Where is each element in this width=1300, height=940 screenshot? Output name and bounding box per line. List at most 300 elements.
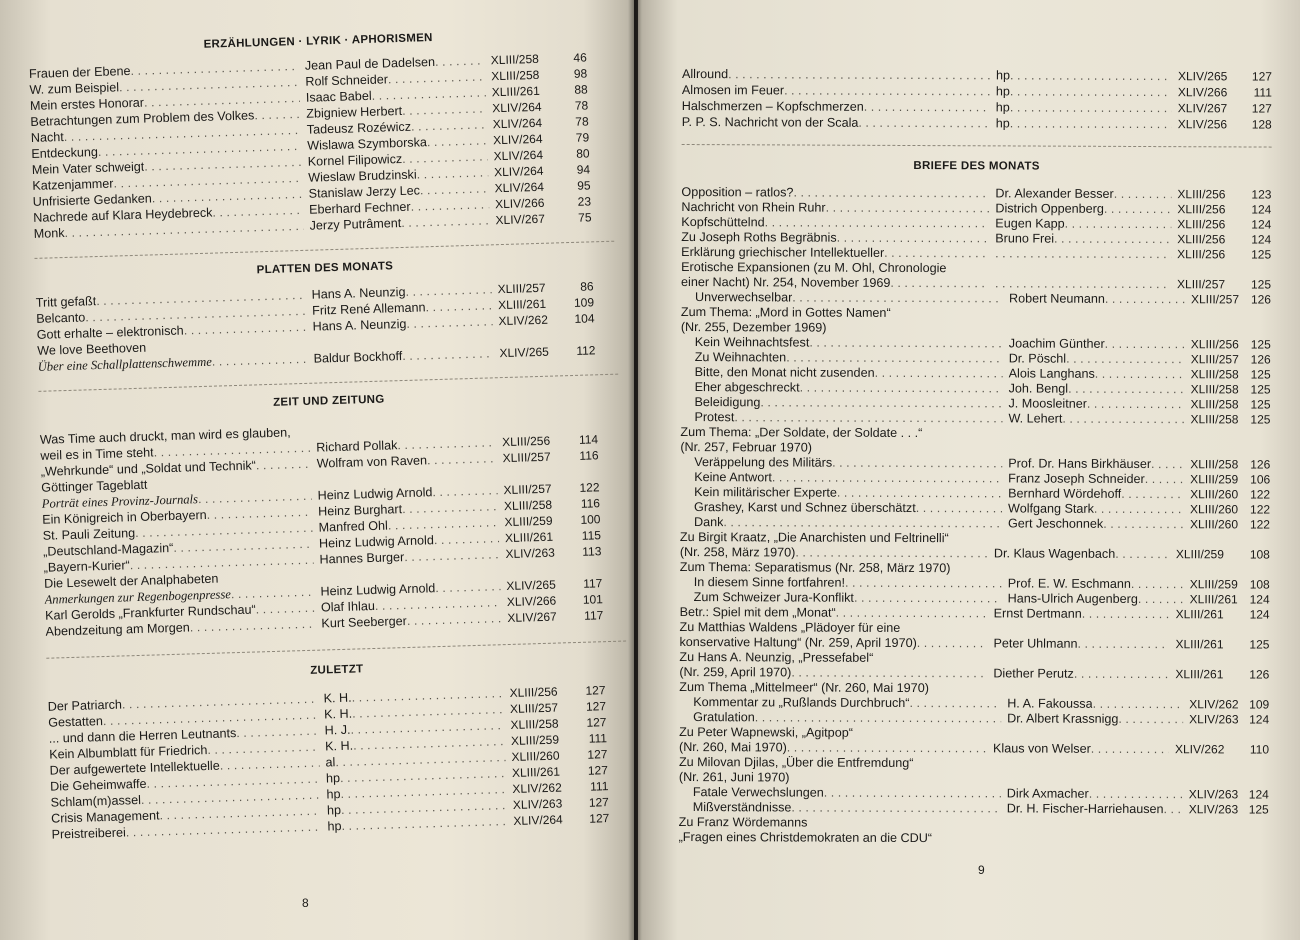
entry-title: Gestatten <box>48 714 104 730</box>
dot-leader <box>401 212 490 231</box>
dot-leader <box>786 350 1003 366</box>
entry-title: Frauen der Ebene <box>28 63 131 81</box>
dot-leader <box>772 470 1002 486</box>
entry-author: Stanislaw Jerzy Lec <box>308 183 421 201</box>
entry-author: Hans A. Neunzig <box>311 284 406 302</box>
dot-leader <box>1065 217 1172 232</box>
entry-page: 125 <box>1249 637 1270 652</box>
entry-title: Protest <box>694 410 735 425</box>
dot-leader <box>1062 412 1184 428</box>
entry-issue: XLIV/262 <box>498 312 549 329</box>
entry-issue: XLIII/256 <box>1177 202 1226 217</box>
entry-issue: XLIV/262 <box>1189 697 1239 712</box>
entry-title: „Wehrkunde“ und „Soldat und Technik“ <box>40 458 257 479</box>
entry-issue: XLIII/257 <box>509 700 559 716</box>
entry-page: 78 <box>575 114 589 129</box>
entry-page: 109 <box>1249 697 1270 712</box>
entry-author: K. H. <box>323 706 353 722</box>
entry-page: 110 <box>1249 742 1270 757</box>
entry-title: Zum Thema: „Der Soldate, der Soldate . . .“ <box>680 424 923 441</box>
entry-author: Peter Uhlmann <box>993 636 1078 651</box>
dot-leader <box>1145 472 1185 487</box>
entry-title: Allround <box>681 66 729 82</box>
entry-page: 95 <box>576 178 591 193</box>
entry-author: Prof. Dr. Hans Birkhäuser <box>1008 456 1152 472</box>
dot-leader <box>784 82 990 99</box>
entry-issue: XLIII/258 <box>1190 397 1239 412</box>
entry-page: 127 <box>1251 101 1272 116</box>
entry-author: Manfred Ohl <box>318 518 389 535</box>
entry-author: K. H. <box>324 738 354 754</box>
entry-page: 124 <box>1249 592 1270 607</box>
entry-page: 128 <box>1251 117 1272 132</box>
entry-title: Zu Birgit Kraatz, „Die Anarchisten und Feltrinelli“ <box>679 529 949 546</box>
entry-page: 80 <box>576 146 590 161</box>
entry-author: Zbigniew Herbert <box>306 103 403 121</box>
entry-issue: XLIV/265 <box>1177 69 1228 84</box>
entry-title: (Nr. 257, Februar 1970) <box>680 439 812 455</box>
entry-issue: XLIII/259 <box>1189 577 1238 592</box>
dot-leader <box>837 231 990 247</box>
dot-leader <box>884 246 989 261</box>
entry-title: Zu Weihnachten <box>694 350 787 365</box>
entry-title: Göttinger Tageblatt <box>41 477 148 495</box>
dot-leader <box>836 606 988 622</box>
entry-author: Heinz Ludwig Arnold <box>317 485 433 503</box>
entry-issue: XLIV/263 <box>505 545 556 562</box>
entry-author: hp <box>326 803 342 818</box>
dot-leader <box>1095 367 1185 382</box>
entry-issue: XLIII/256 <box>501 433 551 450</box>
entry-issue: XLIII/260 <box>1189 517 1239 532</box>
entry-issue: XLIII/257 <box>502 449 551 466</box>
entry-title: Zu Matthias Waldens „Plädoyer für eine <box>679 619 901 635</box>
dot-leader <box>723 515 1002 531</box>
entry-title: Monk <box>33 226 65 241</box>
entry-author: Joachim Günther <box>1008 336 1105 351</box>
entry-author: J. Moosleitner <box>1008 396 1087 411</box>
dot-leader <box>1104 202 1172 217</box>
entry-page: 123 <box>1251 187 1272 202</box>
entry-title: Grashey, Karst und Schnez überschätzt <box>694 500 916 516</box>
page-number-left: 8 <box>302 896 309 910</box>
entry-issue: XLIII/257 <box>1190 352 1239 367</box>
entry-page: 125 <box>1248 802 1269 817</box>
dot-leader <box>434 530 500 548</box>
entry-title: Zu Milovan Djilas, „Über die Entfremdung“ <box>678 754 914 771</box>
right-page-content <box>679 66 1272 848</box>
dot-leader <box>845 576 1002 592</box>
dot-leader <box>406 313 493 332</box>
entry-author: Dirk Axmacher <box>1006 786 1089 801</box>
dot-leader <box>791 665 987 681</box>
entry-title: Bitte, den Monat nicht zusenden <box>694 365 875 380</box>
entry-title: (Nr. 259, April 1970) <box>679 664 792 680</box>
dot-leader <box>791 800 1000 816</box>
dot-leader <box>1010 99 1172 116</box>
dot-leader <box>1091 742 1169 757</box>
entry-author: Hannes Burger <box>319 550 405 567</box>
dot-leader <box>1138 592 1184 607</box>
entry-title: Mein Vater schweigt <box>31 159 145 177</box>
entry-author: Gert Jeschonnek <box>1007 516 1104 531</box>
entry-issue: XLIII/259 <box>504 513 553 530</box>
dot-leader <box>728 66 990 83</box>
entry-title: Kein Albumblatt für Friedrich <box>49 742 208 762</box>
entry-page: 127 <box>587 747 608 762</box>
entry-title: (Nr. 255, Dezember 1969) <box>680 319 827 335</box>
entry-issue: XLIV/263 <box>1188 802 1239 817</box>
entry-page: 106 <box>1250 472 1271 487</box>
entry-issue: XLIII/258 <box>1190 367 1239 382</box>
entry-page: 109 <box>573 295 595 310</box>
entry-title: Veräppelung des Militärs <box>694 455 833 470</box>
dot-leader <box>864 99 990 116</box>
entry-author: Jerzy Putrâment <box>309 216 402 233</box>
entry-page: 125 <box>1250 412 1271 427</box>
entry-author: Dr. Pöschl <box>1008 351 1067 366</box>
entry-page: 127 <box>589 811 610 826</box>
entry-issue: XLIV/265 <box>499 344 550 361</box>
entry-issue: XLIV/263 <box>512 796 563 812</box>
dot-leader <box>837 486 1002 502</box>
entry-author: Dr. Albert Krassnigg <box>1007 711 1119 726</box>
entry-title: Erotische Expansionen (zu M. Ohl, Chronologie <box>681 259 947 276</box>
entry-title: Betr.: Spiel mit dem „Monat“ <box>679 604 836 620</box>
entry-author: Richard Pollak <box>316 438 398 455</box>
entry-issue: XLIII/258 <box>490 51 540 68</box>
entry-author: Ernst Dertmann <box>993 606 1082 621</box>
entry-page: 125 <box>1250 382 1271 397</box>
dot-leader <box>1105 292 1185 307</box>
entry-author: Eberhard Fechner <box>308 199 411 217</box>
entry-issue: XLIII/261 <box>511 764 561 780</box>
dot-leader <box>404 546 500 565</box>
dot-leader <box>765 215 990 231</box>
entry-page: 125 <box>1250 337 1271 352</box>
entry-title: Beleidigung <box>694 395 761 410</box>
entry-issue: XLIII/261 <box>497 296 547 313</box>
entry-title: Zum Schweizer Jura-Konflikt <box>693 590 854 605</box>
entry-page: 111 <box>1253 85 1272 100</box>
dot-leader <box>254 106 300 123</box>
entry-title: Erklärung griechischer Intellektueller <box>681 244 885 260</box>
entry-issue: XLIV/264 <box>492 131 543 148</box>
entry-page: 117 <box>583 608 604 623</box>
entry-page: 125 <box>1250 397 1271 412</box>
dot-leader <box>1010 67 1172 84</box>
entry-title: Belcanto <box>36 310 86 326</box>
entry-issue: XLIV/263 <box>1189 712 1239 727</box>
entry-author: Alois Langhans <box>1008 366 1095 381</box>
dot-leader <box>792 290 1003 306</box>
dot-leader <box>1010 115 1172 132</box>
dot-leader <box>1164 802 1183 817</box>
entry-title: Zum Thema: Separatismus (Nr. 258, März 1970) <box>679 559 951 576</box>
dot-leader <box>1068 382 1185 398</box>
entry-page: 86 <box>579 279 594 294</box>
entry-page: 122 <box>1249 517 1271 532</box>
entry-page: 127 <box>586 715 607 730</box>
entry-title: Porträt eines Provinz-Journals <box>41 492 199 511</box>
entry-title: „Deutschland-Magazin“ <box>42 540 174 559</box>
entry-issue: XLIV/264 <box>492 99 542 116</box>
dot-leader <box>212 351 308 370</box>
dot-leader <box>427 132 488 150</box>
entry-issue: XLIV/263 <box>1188 787 1239 802</box>
entry-author: Wolfgang Stark <box>1008 501 1094 516</box>
entry-page: 127 <box>587 763 609 778</box>
entry-page: 125 <box>1250 367 1271 382</box>
entry-author: Olaf Ihlau <box>320 598 376 615</box>
entry-issue: XLIV/264 <box>492 115 543 132</box>
entry-page: 124 <box>1251 217 1272 232</box>
entry-author: Klaus von Welser <box>992 741 1091 756</box>
entry-page: 127 <box>588 795 610 810</box>
entry-title: Preistreiberei <box>51 825 126 842</box>
entry-title: P. P. S. Nachricht von der Scala <box>681 114 859 130</box>
entry-author: hp <box>325 771 341 786</box>
entry-title: „Fragen eines Christdemokraten an die CDU“ <box>678 829 933 846</box>
entry-author: Jean Paul de Dadelsen <box>304 54 436 73</box>
dot-leader <box>824 786 1001 802</box>
entry-issue: XLIII/258 <box>1190 382 1239 397</box>
entry-author: K. H. <box>323 690 352 706</box>
entry-author: Wieslaw Brudzinski <box>308 167 417 185</box>
entry-issue: XLIII/257 <box>497 280 546 297</box>
dot-leader <box>854 591 1002 607</box>
entry-page: 113 <box>582 544 602 559</box>
dot-leader <box>189 616 315 636</box>
entry-page: 127 <box>585 683 606 698</box>
entry-page: 114 <box>578 432 599 447</box>
entry-title: Zum Thema „Mittelmeer“ (Nr. 260, Mai 1970) <box>679 679 929 696</box>
entry-page: 112 <box>576 343 596 358</box>
dot-leader <box>832 456 1002 472</box>
dot-leader <box>1105 337 1185 352</box>
entry-title: St. Pauli Zeitung <box>42 526 136 543</box>
entry-page: 116 <box>580 496 601 511</box>
entry-issue: XLIII/256 <box>1177 232 1226 247</box>
entry-page: 125 <box>1251 247 1272 262</box>
section-heading: ZEIT UND ZEITUNG <box>272 393 385 409</box>
entry-author: hp <box>995 100 1010 115</box>
entry-title: Die Geheimwaffe <box>49 776 147 794</box>
entry-title: einer Nacht) Nr. 254, November 1969 <box>681 274 891 290</box>
entry-author: Dr. H. Fischer-Harriehausen <box>1006 801 1164 817</box>
entry-title: „Bayern-Kurier“ <box>43 558 130 575</box>
entry-issue: XLIV/267 <box>1177 101 1228 116</box>
entry-page: 124 <box>1249 712 1270 727</box>
dot-leader <box>826 201 990 217</box>
left-page-content <box>28 23 632 843</box>
entry-title: Zum Thema: „Mord in Gottes Namen“ <box>680 304 891 320</box>
entry-title: Nacht <box>30 129 65 145</box>
entry-author: Heinz Ludwig Arnold <box>318 533 435 551</box>
dot-leader <box>1082 607 1170 622</box>
entry-title: Opposition – ratlos? <box>681 184 794 200</box>
entry-page: 117 <box>583 576 603 591</box>
entry-issue: XLIV/256 <box>1177 117 1228 132</box>
entry-author: Tadeusz Rozéwicz <box>306 119 412 137</box>
entry-issue: XLIII/261 <box>1189 592 1238 607</box>
entry-issue: XLIII/259 <box>1175 547 1224 562</box>
entry-issue: XLIII/257 <box>1177 277 1226 292</box>
entry-author: Dr. Klaus Wagenbach <box>993 546 1116 561</box>
entry-author: Districh Oppenberg <box>995 201 1104 216</box>
entry-title: In diesem Sinne fortfahren! <box>693 575 845 590</box>
dot-leader <box>1131 577 1184 592</box>
dot-leader <box>435 52 485 69</box>
dot-leader <box>875 366 1003 382</box>
entry-title: Anmerkungen zur Regenbogenpresse <box>44 587 232 607</box>
toc-row <box>679 830 1269 848</box>
section-heading: ZULETZT <box>310 663 364 677</box>
entry-page: 111 <box>588 731 608 746</box>
entry-title: Kopfschüttelnd <box>681 214 765 230</box>
entry-author: hp <box>326 787 341 802</box>
entry-issue: XLIII/256 <box>1177 187 1226 202</box>
entry-page: 104 <box>574 311 595 326</box>
entry-title: Entdeckung <box>31 144 99 161</box>
entry-page: 125 <box>1250 277 1272 292</box>
dot-leader <box>755 710 1001 726</box>
entry-title: Keine Antwort <box>694 470 772 485</box>
left-page <box>0 0 634 940</box>
entry-author: Fritz René Allemann <box>311 300 426 318</box>
entry-page: 98 <box>573 66 588 81</box>
dot-leader <box>1054 232 1171 248</box>
entry-title: Nachricht von Rhein Ruhr <box>681 199 826 215</box>
entry-page: 126 <box>1250 457 1271 472</box>
entry-title: Schlam(m)assel <box>50 792 142 810</box>
entry-title: konservative Haltung“ (Nr. 259, April 1970) <box>679 634 917 651</box>
dot-leader <box>435 578 501 596</box>
dot-leader <box>256 456 311 474</box>
entry-author: Joh. Bengl <box>1008 381 1069 396</box>
dot-leader <box>407 610 502 629</box>
entry-title: Kommentar zu „Rußlands Durchbruch“ <box>693 695 910 710</box>
entry-issue: XLIV/262 <box>512 780 562 796</box>
entry-issue: XLIV/264 <box>493 163 544 180</box>
entry-page: 108 <box>1249 547 1270 562</box>
entry-issue: XLIV/266 <box>1177 85 1228 100</box>
entry-author: Wolfram von Raven <box>316 453 428 471</box>
entry-author: Kurt Seeberger <box>321 614 408 631</box>
entry-title: Kein militärischer Experte <box>694 485 837 500</box>
entry-title: Tritt gefaßt <box>35 294 97 310</box>
section-heading: BRIEFE DES MONATS <box>913 160 1040 173</box>
dot-leader <box>1010 83 1172 100</box>
entry-title: Gott erhalte – elektronisch <box>36 323 184 342</box>
entry-author: Diether Perutz <box>993 666 1074 681</box>
entry-page: 126 <box>1249 667 1270 682</box>
entry-author: Kornel Filipowicz <box>307 151 403 169</box>
entry-title: Katzenjammer <box>32 176 114 193</box>
entry-title: Der aufgewertete Intellektuelle <box>49 758 220 778</box>
entry-title: Nachrede auf Klara Heydebreck <box>33 205 213 225</box>
dot-leader <box>760 395 1002 411</box>
entry-author: Bruno Frei <box>995 231 1055 246</box>
entry-issue: XLIII/260 <box>1190 502 1239 517</box>
entry-issue: XLIII/256 <box>1190 337 1239 352</box>
entry-title: ... und dann die Herren Leutnants <box>48 726 237 746</box>
entry-title: (Nr. 260, Mai 1970) <box>678 739 787 755</box>
entry-author: Prof. E. W. Eschmann <box>1007 576 1131 591</box>
entry-title: Crisis Management <box>50 808 160 826</box>
dot-leader <box>1093 697 1184 712</box>
entry-page: 124 <box>1251 202 1272 217</box>
entry-issue: XLIII/256 <box>509 684 558 700</box>
entry-page: 116 <box>579 448 599 463</box>
entry-page: 88 <box>574 82 588 97</box>
entry-title: We love Beethoven <box>37 340 147 358</box>
dot-leader <box>1094 502 1184 517</box>
entry-title: Unverwechselbar <box>694 290 793 305</box>
dot-leader <box>917 636 988 651</box>
right-page <box>638 0 1300 940</box>
entry-issue: XLIII/258 <box>1190 412 1239 427</box>
entry-issue: XLIII/260 <box>1190 487 1239 502</box>
entry-issue: XLIII/258 <box>510 716 559 732</box>
dot-leader <box>255 600 315 618</box>
dot-leader <box>1151 457 1184 472</box>
entry-issue: XLIV/265 <box>506 577 556 594</box>
entry-title: Halschmerzen – Kopfschmerzen <box>681 98 864 114</box>
book-gutter <box>628 0 642 940</box>
entry-issue: XLIV/267 <box>507 609 557 626</box>
entry-page: 115 <box>581 528 602 543</box>
entry-issue: XLIV/267 <box>495 211 546 228</box>
entry-author: hp <box>327 819 342 834</box>
entry-author: hp <box>995 84 1010 99</box>
entry-title: Über eine Schallplattenschwemme <box>37 354 213 374</box>
entry-issue: XLIII/261 <box>1175 637 1224 652</box>
dot-leader <box>800 381 1003 397</box>
entry-title: Die Lesewelt der Analphabeten <box>43 571 219 591</box>
entry-page: 124 <box>1249 607 1270 622</box>
dot-leader <box>793 185 989 201</box>
entry-title: Karl Gerolds „Frankfurter Rundschau“ <box>44 602 256 623</box>
entry-title: Zu Peter Wapnewski, „Agitpop“ <box>679 724 853 740</box>
dot-leader <box>995 246 1171 262</box>
entry-issue: XLIII/256 <box>1177 247 1226 262</box>
dot-leader <box>809 336 1002 352</box>
entry-title: Unfrisierte Gedanken <box>32 191 152 209</box>
entry-author: H. A. Fakoussa <box>1007 696 1093 711</box>
dot-leader <box>1114 187 1172 202</box>
dot-leader <box>795 545 988 561</box>
page-number-right: 9 <box>978 863 985 877</box>
entry-title: Abendzeitung am Morgen <box>45 620 190 639</box>
entry-author: W. Lehert <box>1008 411 1063 426</box>
entry-issue: XLIV/262 <box>1174 742 1225 757</box>
entry-author: Heinz Ludwig Arnold <box>320 581 436 599</box>
entry-issue: XLIV/264 <box>513 812 563 828</box>
entry-page: 124 <box>1248 787 1269 802</box>
section-divider <box>46 641 626 659</box>
dot-leader <box>734 410 1002 426</box>
entry-title: (Nr. 261, Juni 1970) <box>678 769 790 785</box>
dot-leader <box>1103 517 1184 532</box>
entry-page: 127 <box>585 699 607 714</box>
dot-leader <box>858 115 989 132</box>
entry-title: Almosen im Feuer <box>681 82 785 98</box>
dot-leader <box>916 501 1002 516</box>
section-heading: ERZÄHLUNGEN · LYRIK · APHORISMEN <box>203 31 433 51</box>
dot-leader <box>1121 487 1184 502</box>
dot-leader <box>1074 667 1170 682</box>
